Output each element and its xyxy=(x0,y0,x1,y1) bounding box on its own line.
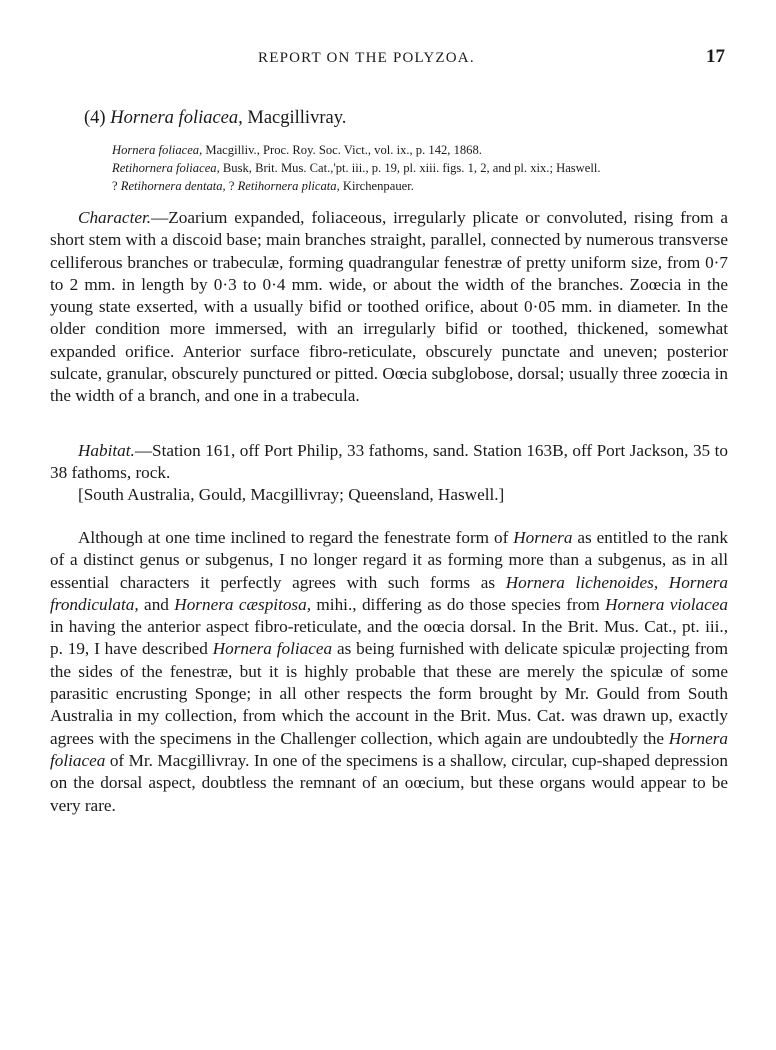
query-mark: ? xyxy=(112,179,121,193)
remarks-text: Although at one time inclined to regard the fenestrate form of xyxy=(78,528,514,547)
species-heading xyxy=(84,108,346,129)
synonymy-entry xyxy=(112,159,752,177)
synonymy-entry xyxy=(112,141,752,159)
species-author: Macgillivray. xyxy=(247,108,347,128)
distribution-text: [South Australia, Gould, Macgillivray; Queensland, Haswell.] xyxy=(78,485,505,504)
synonym-reference: Busk, Brit. Mus. Cat.,'pt. iii., p. 19, pl. xiii. figs. 1, 2, and pl. xix.; Haswell. xyxy=(219,161,601,175)
taxon-name: Hornera xyxy=(513,528,573,547)
station-suffix: B xyxy=(552,441,564,460)
synonym-reference: Macgilliv., Proc. Roy. Soc. Vict., vol. ix., p. 142, 1868. xyxy=(202,143,482,157)
running-title: REPORT ON THE POLYZOA. xyxy=(258,50,475,66)
character-section xyxy=(50,207,728,408)
remarks-paragraph xyxy=(50,527,728,817)
habitat-section xyxy=(50,440,728,485)
species-name: Hornera foliacea, xyxy=(110,108,243,128)
synonym-name: Retihornera plicata, xyxy=(237,179,340,193)
habitat-text: —Station 161, off Port Philip, 33 fathoms, sand. Station 163 xyxy=(134,441,553,460)
remarks-text: mihi., differing as do those species from xyxy=(311,594,606,614)
remarks-text: as being furnished with delicate spiculæ projecting from the sides of the fenestræ, but it is highly probable that these are merely the spiculæ of some parasitic encrusting Sponge; in all other respects the form brought by Mr. Gould from South Australia in my collection, from which the account in the Brit. Mus. Cat. was drawn up, exactly agrees with the specimens in the Challenger collection, which again are undoubtedly the xyxy=(50,639,728,748)
taxon-name: Hornera foliacea xyxy=(50,728,728,770)
synonymy-entry xyxy=(112,177,752,195)
taxon-name: Hornera lichenoides, Hornera frondiculata, xyxy=(50,572,728,614)
remarks-text: of Mr. Macgillivray. In one of the specimens is a shallow, circular, cup-shaped depression on the dorsal aspect, doubtless the remnant of an oœcium, but these organs would appear to be very rare. xyxy=(50,750,728,815)
remarks-section xyxy=(50,527,728,817)
query-mark: ? xyxy=(225,179,238,193)
habitat-label: Habitat. xyxy=(78,441,135,460)
synonym-name: Retihornera foliacea, xyxy=(112,161,220,175)
taxon-name: Hornera cæspitosa, xyxy=(174,594,312,614)
remarks-text: in having the anterior aspect fibro-reticulate, and the oœcia dorsal. In the Brit. Mus. Cat., pt. iii., p. 19, I have described xyxy=(50,617,728,659)
synonymy-list xyxy=(112,141,752,195)
character-label: Character. xyxy=(78,208,152,227)
page-number: 17 xyxy=(706,46,725,67)
habitat-text-continued: , off Port Jackson, 35 to 38 fathoms, rock. xyxy=(50,441,729,483)
taxon-name: Hornera foliacea xyxy=(212,639,333,659)
species-number: (4) xyxy=(84,108,106,128)
character-paragraph xyxy=(50,207,728,408)
synonym-name: Hornera foliacea, xyxy=(112,143,203,157)
remarks-text: as entitled to the rank of a distinct genus or subgenus, I no longer regard it as forming more than a subgenus, as in all essential characters it perfectly agrees with such forms as xyxy=(50,528,728,592)
distribution-section xyxy=(50,484,728,506)
taxon-name: Hornera violacea xyxy=(605,594,728,614)
remarks-text: and xyxy=(138,594,175,614)
habitat-paragraph xyxy=(50,440,728,485)
synonym-name: Retihornera dentata, xyxy=(120,179,226,193)
character-text: —Zoarium expanded, foliaceous, irregularly plicate or convoluted, rising from a short stem with a discoid base; main branches straight, parallel, connected by numerous transverse celliferous branches or trabeculæ, forming quadrangular fenestræ of pretty uniform size, from 0·7 to 2 mm. in length by 0·3 to 0·4 mm. wide, or about the width of the branches. Zoœcia in the young state exserted, with a usually bifid or toothed orifice, about 0·05 mm. in diameter. In the older condition more immersed, with an irregularly bifid or toothed, thickened, somewhat expanded orifice. Anterior surface fibro-reticulate, obscurely punctate and uneven; posterior sulcate, granular, obscurely punctured or pitted. Oœcia subglobose, dorsal; usually three zoœcia in the width of a branch, and one in a trabecula. xyxy=(50,208,728,406)
synonym-reference: Kirchenpauer. xyxy=(339,179,414,193)
running-head xyxy=(0,46,776,70)
